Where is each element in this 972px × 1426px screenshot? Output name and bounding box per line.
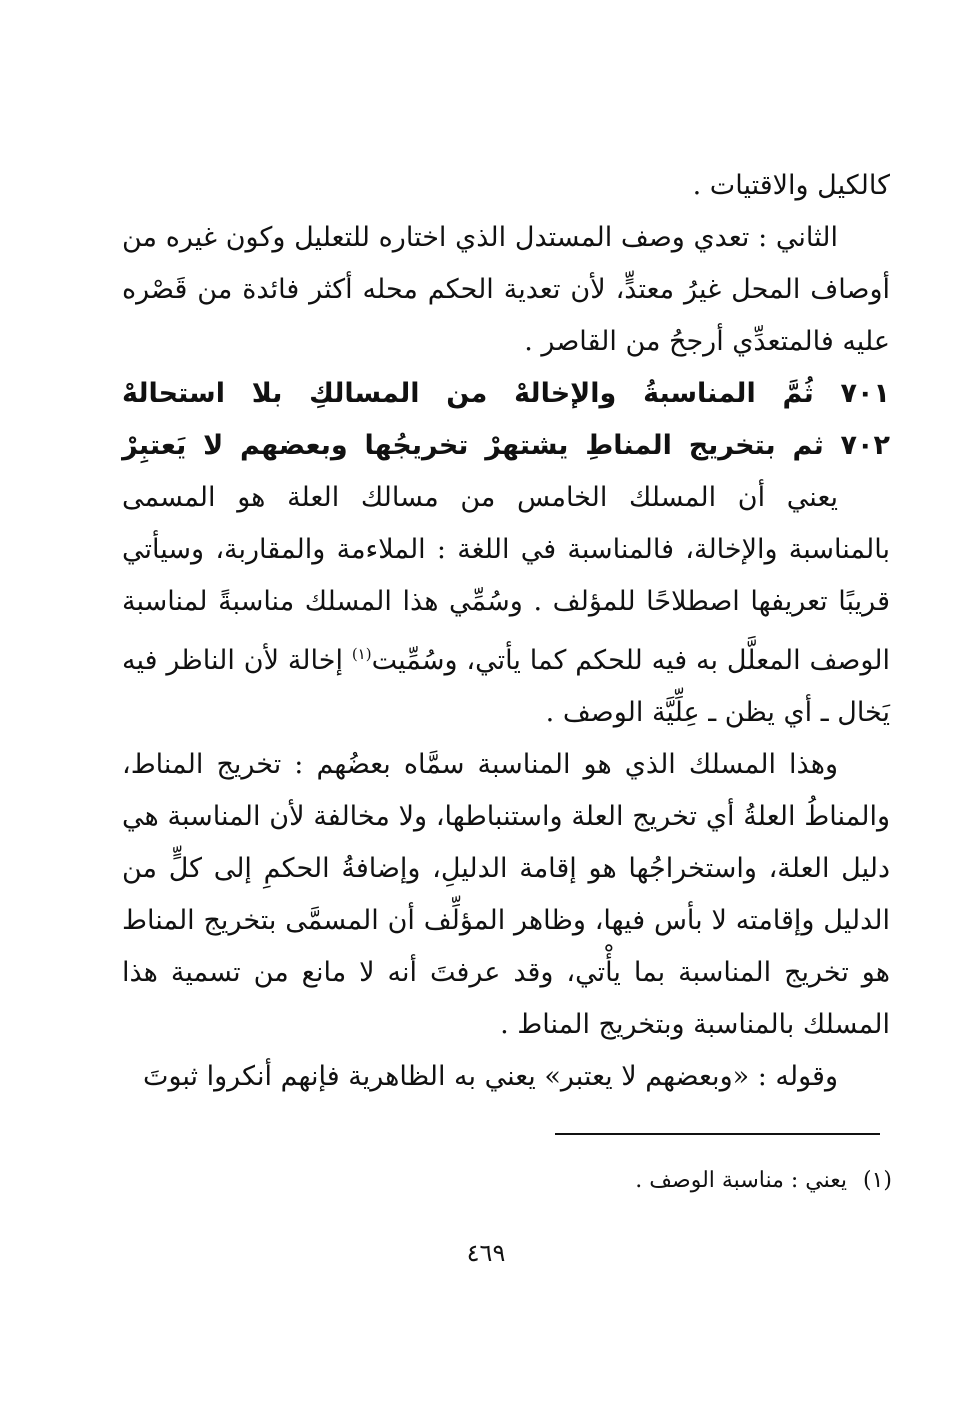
footnote xyxy=(635,1165,892,1197)
verse-word: المسالكِ xyxy=(309,378,420,409)
verse-701 xyxy=(122,368,890,420)
verse-word: تخريجُها xyxy=(364,430,469,461)
verse-word: وبعضهم xyxy=(239,430,348,461)
page-number: ٤٦٩ xyxy=(466,1239,506,1267)
verse-word: والإخالهْ xyxy=(514,378,617,409)
verse-word: المناطِ xyxy=(585,430,672,461)
verse-word: بتخريج xyxy=(688,430,776,461)
verse-word: استحالهْ xyxy=(122,378,225,409)
footnote-separator xyxy=(555,1133,880,1135)
verse-number: ٧٠١ xyxy=(840,378,890,409)
paragraph-4: وهذا المسلك الذي هو المناسبة سمَّاه بعضُهم : تخريج المناط، والمناطُ العلةُ أي تخريج العلة واستنباطها، ولا مخالفة لأن المناسبة هي دليل العلة، واستخراجُها هو إقامة الدليلِ، وإضافةُ الحكمِ إلى كلٍّ من الدليل وإقامته لا بأس فيها، وظاهر المؤلِّف أن المسمَّى بتخريج المناط هو تخريج المناسبة بما يأْتي، وقد عرفتَ أنه لا مانع من تسمية هذا المسلك بالمناسبة وبتخريج المناط . xyxy=(122,749,890,1040)
paragraph-5: وقوله : «وبعضهم لا يعتبر» يعني به الظاهرية فإنهم أنكروا ثبوتَ xyxy=(143,1061,838,1092)
paragraph-3-text-cont: إخالة لأن الناظر فيه يَخال ـ أي يظن ـ عِلِّيَّة الوصف . xyxy=(122,645,890,728)
footnote-text: يعني : مناسبة الوصف . xyxy=(635,1168,847,1193)
paragraph-2: الثاني : تعدي وصف المستدل الذي اختاره للتعليل وكون غيره من أوصاف المحل غيرُ معتدٍّ، لأن تعدية الحكم محله أكثر فائدة من قَصْره عليه فالمتعدِّي أرجحُ من القاصر . xyxy=(122,222,890,357)
paragraph-1: كالكيل والاقتيات . xyxy=(692,170,890,201)
verse-word: المناسبةُ xyxy=(643,378,756,409)
verse-word: ثُمَّ xyxy=(782,378,814,409)
footnote-number: (١) xyxy=(862,1168,892,1193)
verse-702 xyxy=(122,420,890,472)
paragraph-3-text: يعني أن المسلك الخامس من مسالك العلة هو المسمى بالمناسبة والإخالة، فالمناسبة في اللغة : الملاءمة والمقاربة، وسيأتي قريبًا تعريفها اصطلاحًا للمؤلف . وسُمِّي هذا المسلك مناسبةً لمناسبة الوصف المعلَّل به فيه للحكم كما يأتي، وسُمِّيت xyxy=(122,482,890,676)
verse-word: يَعتبِرْ xyxy=(122,430,187,461)
verse-number: ٧٠٢ xyxy=(840,430,890,461)
footnote-marker: (١) xyxy=(351,645,372,663)
verse-word: ثم xyxy=(792,430,824,461)
verse-word: بلا xyxy=(251,378,283,409)
verse-word: من xyxy=(446,378,488,409)
verse-word: لا xyxy=(203,430,224,461)
paragraph-3 xyxy=(122,472,890,739)
main-text xyxy=(122,160,890,1103)
verse-word: يشتهرْ xyxy=(485,430,569,461)
